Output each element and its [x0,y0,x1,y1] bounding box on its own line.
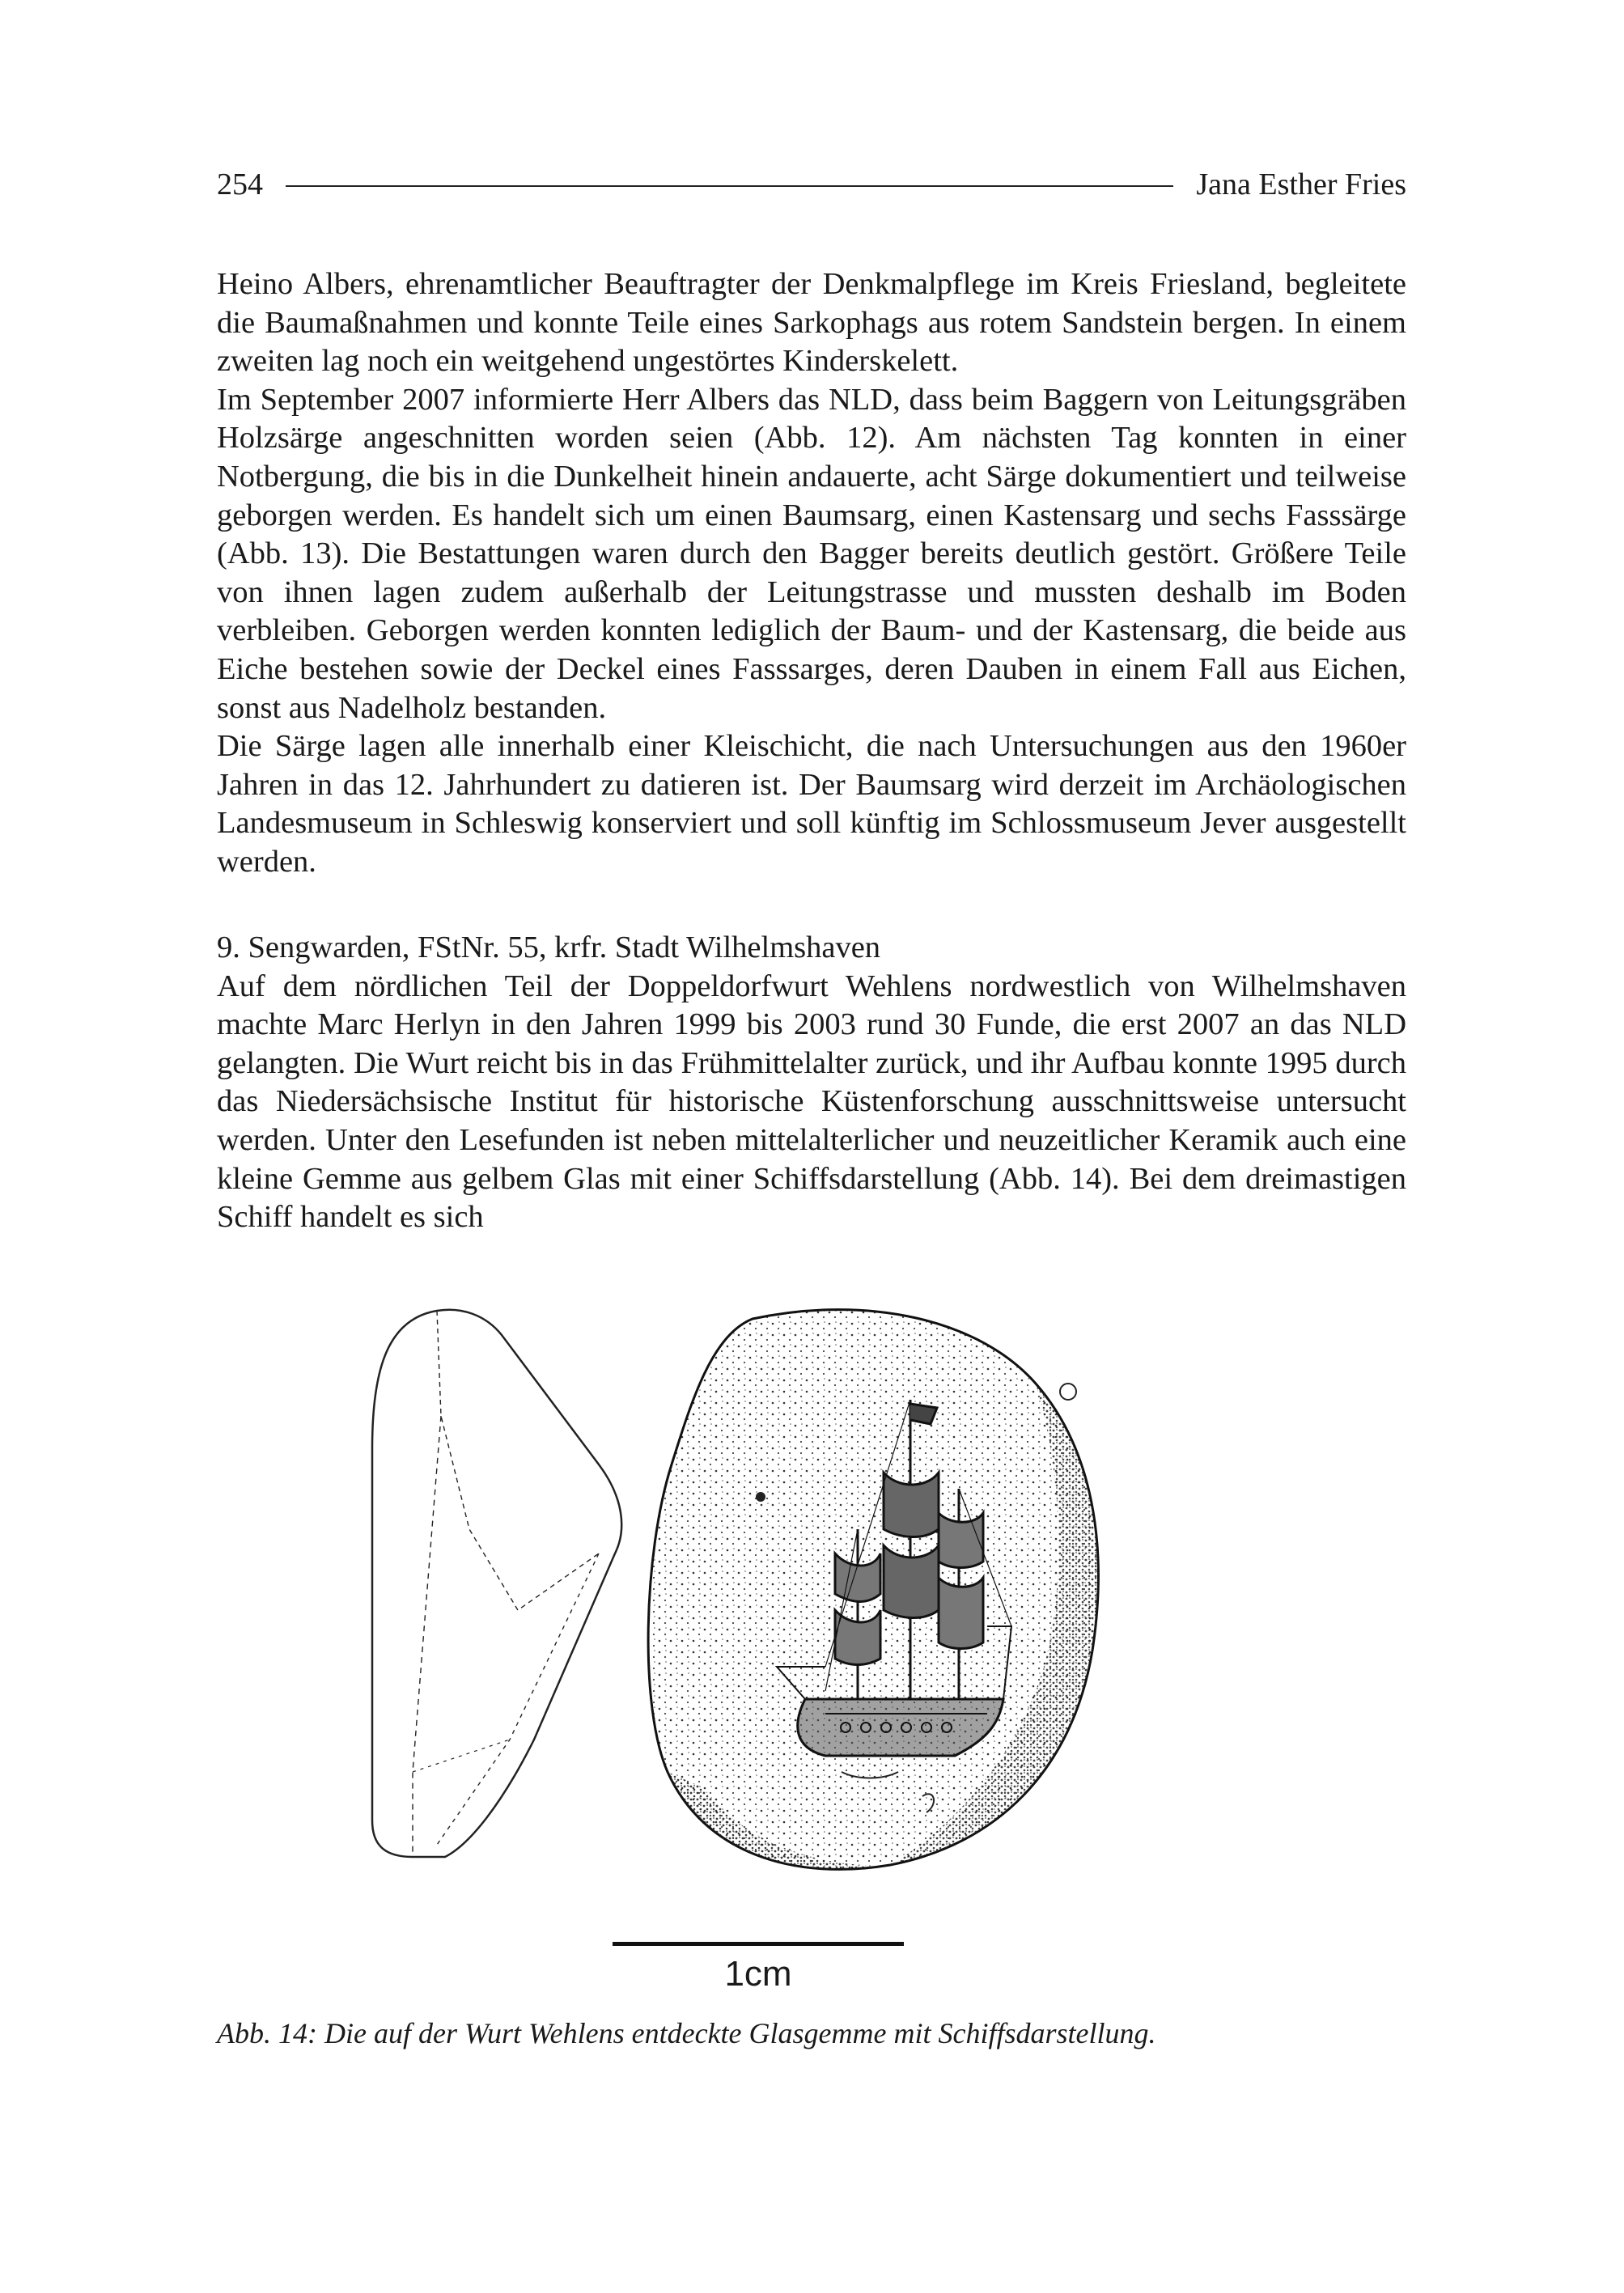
gem-illustration [340,1286,1270,1998]
scale-label: 1cm [724,1954,792,1994]
figure-caption: Abb. 14: Die auf der Wurt Wehlens entdeckte Glasgemme mit Schiffsdarstellung. [217,2017,1156,2049]
gem-front-view [648,1310,1098,1870]
paragraph: Heino Albers, ehrenamtlicher Beauftragter der Denkmalpflege im Kreis Friesland, begleitete die Baumaßnahmen und konnte Teile eines Sarkophags aus rotem Sandstein bergen. In einem zweiten lag noch ein weitgehend ungestörtes Kinderskelett. [217,267,1406,379]
section-body-2 [217,929,1406,1237]
paragraph: Die Särge lagen alle innerhalb einer Kleischicht, die nach Untersuchungen aus den 1960er Jahren in das 12. Jahrhundert zu datieren ist. Der Baumsarg wird derzeit im Archäologischen Landesmuseum in Schleswig konserviert und soll künftig im Schlossmuseum Jever ausgestellt werden. [217,729,1406,879]
page-number: 254 [217,167,263,201]
figure-glass-gem [340,1286,1270,1998]
running-header [217,160,1406,209]
paragraph: Im September 2007 informierte Herr Albers das NLD, dass beim Baggern von Leitungsgräben Holzsärge angeschnitten worden seien (Abb. 12). Am nächsten Tag konnten in einer Notbergung, die bis in die Dunkelheit hinein andauerte, acht Särge dokumentiert und teilweise geborgen werden. Es handelt sich um einen Baumsarg, einen Kastensarg und sechs Fasssärge (Abb. 13). Die Bestattungen waren durch den Bagger bereits deutlich gestört. Größere Teile von ihnen lagen zudem außerhalb der Leitungstrasse und mussten deshalb im Boden verbleiben. Geborgen werden konnten lediglich der Baum- und der Kastensarg, die beide aus Eiche bestehen sowie der Deckel eines Fasssarges, deren Dauben in einem Fall aus Eichen, sonst aus Nadelholz bestanden. [217,382,1406,725]
scale-bar [613,1942,904,1946]
gem-side-view [372,1310,621,1857]
paragraph: Auf dem nördlichen Teil der Doppeldorfwurt Wehlens nordwestlich von Wilhelmshaven machte Marc Herlyn in den Jahren 1999 bis 2003 rund 30 Funde, die erst 2007 an das NLD gelangten. Die Wurt reicht bis in das Frühmittelalter zurück, und ihr Aufbau konnte 1995 durch das Niedersächsische Institut für historische Küstenforschung ausschnittsweise untersucht werden. Unter den Lesefunden ist neben mittelalterlicher und neuzeitlicher Keramik auch eine kleine Gemme aus gelbem Glas mit einer Schiffsdarstellung (Abb. 14). Bei dem dreimastigen Schiff handelt es sich [217,968,1406,1235]
header-rule [286,185,1173,187]
section-body-1 [217,265,1406,882]
header-author: Jana Esther Fries [1196,167,1406,201]
section-heading: 9. Sengwarden, FStNr. 55, krfr. Stadt Wilhelmshaven [217,930,881,964]
